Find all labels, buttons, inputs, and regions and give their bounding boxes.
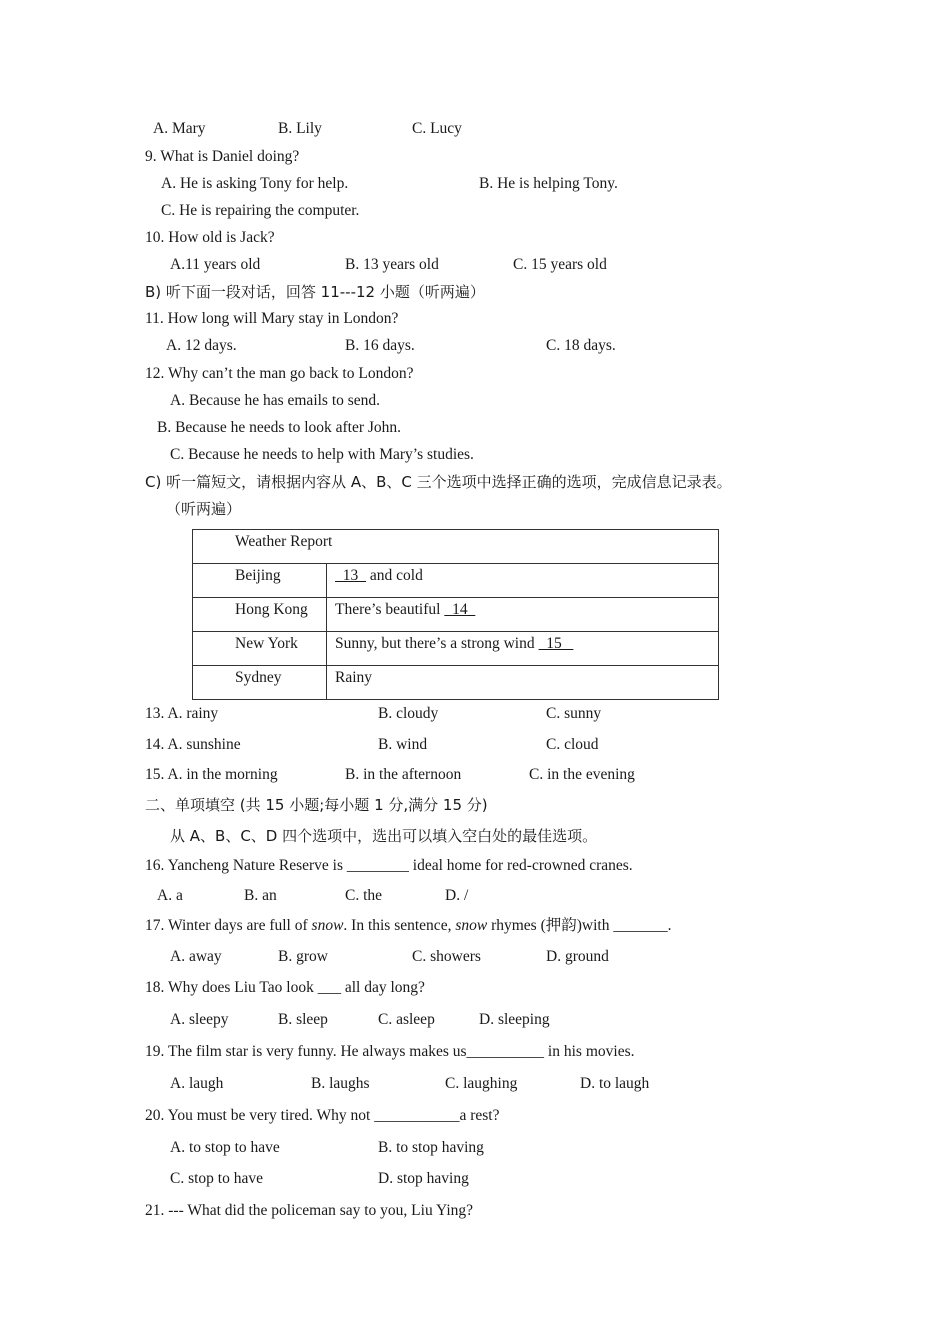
q15-option-a: 15. A. in the morning [145, 766, 278, 783]
city-cell: Hong Kong [193, 598, 327, 632]
section-c-heading-note: （听两遍） [166, 500, 242, 518]
q8-option-b: B. Lily [278, 120, 322, 137]
q14-option-b: B. wind [378, 736, 428, 753]
q8-option-a: A. Mary [153, 120, 206, 137]
city-cell: New York [193, 632, 327, 666]
q19-option-a: A. laugh [170, 1075, 224, 1092]
table-row [193, 598, 719, 632]
q18-option-a: A. sleepy [170, 1011, 229, 1028]
q16-option-b: B. an [244, 887, 277, 904]
q14-option-a: 14. A. sunshine [145, 736, 241, 753]
q16-option-d: D. / [445, 887, 469, 904]
q20-option-c: C. stop to have [170, 1170, 263, 1187]
q18-option-d: D. sleeping [479, 1011, 550, 1028]
q15-option-c: C. in the evening [529, 766, 635, 783]
weather-cell: Rainy [327, 666, 719, 700]
section-b-heading: B) 听下面一段对话，回答 11---12 小题（听两遍） [145, 283, 485, 301]
q19-option-d: D. to laugh [580, 1075, 650, 1092]
q16-stem: 16. Yancheng Nature Reserve is ________ ideal home for red-crowned cranes. [145, 857, 633, 874]
blank-14: 14 [444, 601, 476, 618]
city-cell: Beijing [193, 564, 327, 598]
weather-cell: There’s beautiful 14 [327, 598, 719, 632]
q9-stem: 9. What is Daniel doing? [145, 148, 300, 165]
q16-option-a: A. a [157, 887, 183, 904]
blank-15: 15 [538, 635, 574, 652]
q19-stem: 19. The film star is very funny. He always makes us__________ in his movies. [145, 1043, 635, 1060]
q12-option-a: A. Because he has emails to send. [170, 392, 381, 409]
q12-stem: 12. Why can’t the man go back to London? [145, 365, 414, 382]
q10-option-b: B. 13 years old [345, 256, 439, 273]
q20-option-a: A. to stop to have [170, 1139, 280, 1156]
q11-option-b: B. 16 days. [345, 337, 415, 354]
q18-stem: 18. Why does Liu Tao look ___ all day long? [145, 979, 425, 996]
q10-option-c: C. 15 years old [513, 256, 607, 273]
q18-option-c: C. asleep [378, 1011, 435, 1028]
q17-option-d: D. ground [546, 948, 609, 965]
weather-cell: Sunny, but there’s a strong wind 15 [327, 632, 719, 666]
q10-option-a: A.11 years old [170, 256, 261, 273]
q9-option-c: C. He is repairing the computer. [161, 202, 360, 219]
weather-report-table [192, 529, 719, 700]
table-row [193, 666, 719, 700]
q12-option-b: B. Because he needs to look after John. [157, 419, 402, 436]
q13-option-c: C. sunny [546, 705, 602, 722]
table-row [193, 564, 719, 598]
q17-option-a: A. away [170, 948, 222, 965]
q15-option-b: B. in the afternoon [345, 766, 462, 783]
q20-stem: 20. You must be very tired. Why not ___________a rest? [145, 1107, 500, 1124]
q10-stem: 10. How old is Jack? [145, 229, 275, 246]
city-cell: Sydney [193, 666, 327, 700]
q9-option-b: B. He is helping Tony. [479, 175, 618, 192]
q17-stem: 17. Winter days are full of snow. In this sentence, snow rhymes (押韵)with _______. [145, 917, 672, 934]
weather-cell: 13 and cold [327, 564, 719, 598]
blank-13: 13 [335, 567, 366, 584]
q9-option-a: A. He is asking Tony for help. [161, 175, 349, 192]
q14-option-c: C. cloud [546, 736, 599, 753]
table-row [193, 632, 719, 666]
q16-option-c: C. the [345, 887, 383, 904]
q21-stem: 21. --- What did the policeman say to you, Liu Ying? [145, 1202, 474, 1219]
q17-option-c: C. showers [412, 948, 481, 965]
q20-option-b: B. to stop having [378, 1139, 484, 1156]
q18-option-b: B. sleep [278, 1011, 328, 1028]
part2-title: 二、单项填空 (共 15 小题;每小题 1 分,满分 15 分) [145, 796, 488, 814]
q13-option-a: 13. A. rainy [145, 705, 219, 722]
q13-option-b: B. cloudy [378, 705, 439, 722]
part2-instructions: 从 A、B、C、D 四个选项中，选出可以填入空白处的最佳选项。 [170, 827, 598, 845]
q11-option-c: C. 18 days. [546, 337, 616, 354]
q19-option-c: C. laughing [445, 1075, 518, 1092]
q8-option-c: C. Lucy [412, 120, 462, 137]
q19-option-b: B. laughs [311, 1075, 370, 1092]
q11-option-a: A. 12 days. [166, 337, 237, 354]
table-title: Weather Report [193, 530, 719, 564]
q11-stem: 11. How long will Mary stay in London? [145, 310, 399, 327]
q12-option-c: C. Because he needs to help with Mary’s studies. [170, 446, 474, 463]
q20-option-d: D. stop having [378, 1170, 469, 1187]
q17-option-b: B. grow [278, 948, 328, 965]
section-c-heading: C) 听一篇短文，请根据内容从 A、B、C 三个选项中选择正确的选项，完成信息记录表。 [145, 473, 732, 491]
